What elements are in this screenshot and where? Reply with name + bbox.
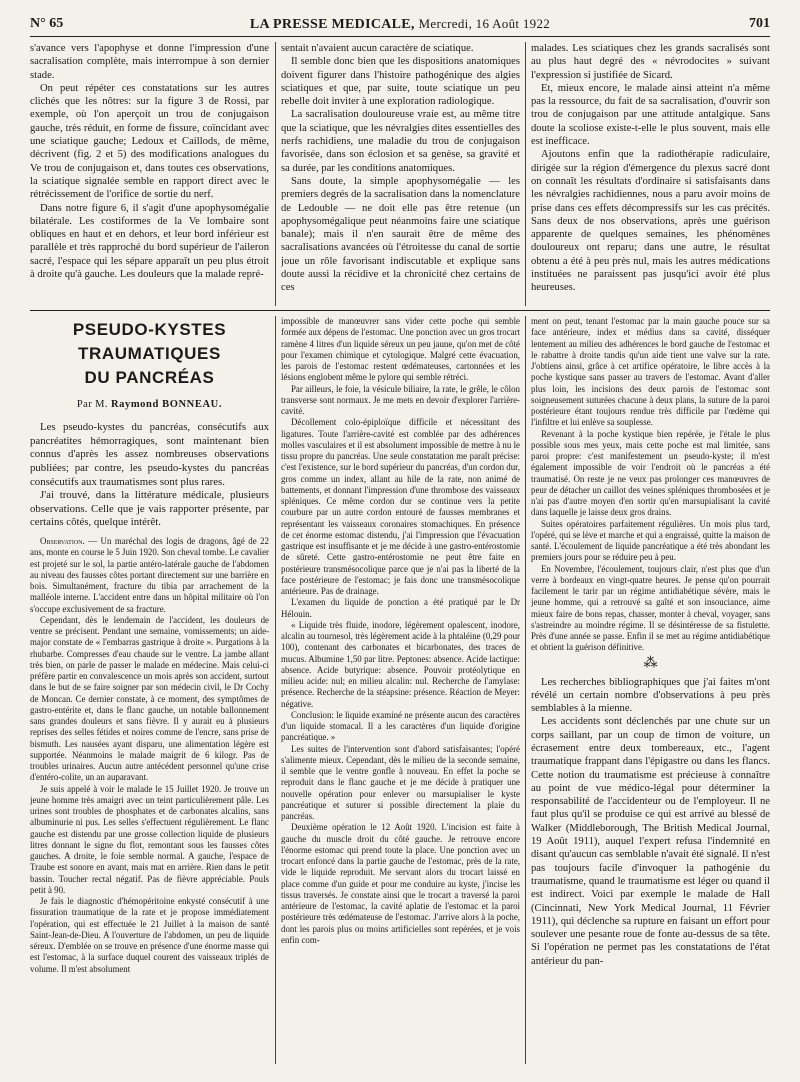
page-number: 701 bbox=[749, 16, 770, 31]
paragraph: Revenant à la poche kystique bien repérée, je l'étale le plus possible sous mes yeux, mais cette poche est mal limitée, sans paroi propre: c'est manifestement un pseudo-kyste; il m'est également impossible de voir l'endroit où le pancréas a été traumatisé. On reste je ne veux pas prolonger ces manœuvres de peur de détacher un caillot des veines spléniques thrombosées et je n'ai pas d'autre moyen d'en sortir qu'en marsupialisant la cavité dans laquelle je laisse deux gros drains. bbox=[531, 428, 770, 518]
observation-label: Observation. bbox=[40, 536, 85, 547]
issue-number: N° 65 bbox=[30, 16, 64, 31]
column-divider bbox=[525, 42, 526, 306]
section-separator: ⁂ bbox=[643, 655, 658, 671]
paragraph: La sacralisation douloureuse vraie est, au même titre que la sciatique, que les névralgies dites essentielles des nerfs rachidiens, une maladie du trou de conjugaison favorisée, dans son éclosion et sa genèse, sa gravité et sa durée, par les conditions anatomiques. bbox=[281, 109, 520, 174]
paragraph: Et, mieux encore, le malade ainsi atteint n'a même pas la ressource, du fait de sa sacralisation, d'ouvrir son trou de conjugaison par une attitude antalgique. Sans doute la scoliose existe-t-elle le plus souvent, mais elle est inefficace. bbox=[531, 82, 770, 148]
article-title-line-2: DU PANCRÉAS bbox=[84, 368, 215, 387]
author-name: Raymond BONNEAU. bbox=[110, 399, 223, 410]
article-column-2 bbox=[281, 316, 520, 1062]
article-title bbox=[30, 318, 269, 390]
top-column-1 bbox=[30, 42, 269, 304]
paragraph: Je fais le diagnostic d'hémopéritoine enkysté consécutif à une fissuration traumatique de la rate et je propose immédiatement l'opération, qui est effectuée le 21 Juillet à la maison de santé Saint-Jean-de-Dieu. A l'ouverture de l'abdomen, un peu de liquide séreux. D'emblée on se trouve en présence d'une énorme masse qui est l'estomac, à la surface duquel courent des vaisseaux triplés de volume. Il m'est absolument bbox=[30, 896, 269, 974]
paragraph: Les pseudo-kystes du pancréas, consécutifs aux pancréatites hémorragiques, sont maintenant bien connus d'après les assez nombreuses observations publiées; par contre, les pseudo-kystes du pancréas consécutifs aux traumatismes sont plus rares. bbox=[30, 421, 269, 488]
paragraph: J'ai trouvé, dans la littérature médicale, plusieurs observations. Celle que je vais rapporter présente, par certains côtés, quelque intérêt. bbox=[30, 489, 269, 529]
paragraph: Il semble donc bien que les dispositions anatomiques doivent figurer dans l'histoire pathogénique des algies sciatiques et que, par suite, toute sciatique un peu rebelle doit inviter à une exploration radiologique. bbox=[281, 56, 520, 108]
paragraph: Les accidents sont déclenchés par une chute sur un corps saillant, par un coup de timon de voiture, un écrasement entre deux tombereaux, etc., l'agent traumatique frappant dans l'épigastre ou dans les flancs. Cette notion du traumatisme est précieuse à connaître au point de vue médico-légal pour déterminer la responsabilité de l'accidenteur ou de l'employeur. Il ne faut plus qu'il se produise ce qui est arrivé au blessé de Walker (Middleborough, The British Medical Journal, 19 Août 1911), auquel l'expert refusa l'indemnité en disant qu'aucun cas semblable n'avait été signalé. Il n'est pas toujours facile d'invoquer la pathogénie du traumatisme, quand le traumatisme est léger ou quand il est indirect. Voici par exemple le malade de Hall (Cincinnati, New York Medical Journal, 11 Février 1911), qui déclenche sa rupture en faisant un effort pour soulever une pesante roue de fonte au-dessus de sa tête. Si l'opération ne permet pas les constatations de l'état antérieur du pan- bbox=[531, 716, 770, 967]
column-divider bbox=[275, 42, 276, 306]
article-title-line-1: PSEUDO-KYSTES TRAUMATIQUES bbox=[72, 320, 227, 363]
paragraph: Cependant, dès le lendemain de l'accident, les douleurs de ventre se précisent. Pendant une semaine, vomissements; un aide-major constate de « l'embarras gastrique à droite ». Purgations à la rhubarbe. Compresses d'eau chaude sur le ventre. La jambe allant très bien, on parle de passer le malade en médecine. Mais celui-ci préfère partir en convalescence un mois après son accident, surtout dans le but de se faire soigner par son médecin civil, le Dr Cochy de Moncan. Ce dernier constate, à ce moment, des symptômes de gastro-entérite et, dans le flanc gauche, un notable ballonnement sans grandes douleurs et sans fièvre. Il y aurait eu à plusieurs reprises des selles fétides et noires comme de l'encre, sans prise de bismuth. Les nausées ayant disparu, une alimentation légère est supportée. Néanmoins le malade maigrit de 6 kilogr. Pas de troubles urinaires. Aucun autre antécédent personnel qu'une crise d'entéro-colite, un an auparavant. bbox=[30, 614, 269, 783]
paragraph: Les recherches bibliographiques que j'ai faites m'ont révélé un certain nombre d'observations à peu près semblables à la mienne. bbox=[531, 676, 770, 715]
paragraph: ment on peut, tenant l'estomac par la main gauche pouce sur sa face antérieure, index et médius dans sa cavité, disséquer lentement au milieu des adhérences le bord gauche de l'estomac et le rabattre à droite tandis qu'un aide tient une valve sur la rate. J'obtiens ainsi, grâce à cet artifice opératoire, le libre accès à la poche kystique sans passer au travers de l'estomac. Avant d'aller plus loin, les incisions des deux parois de l'estomac sont soigneusement suturées chacune à deux plans, la suture de la paroi postérieure étant toujours rendue très difficile par l'œdème qui l'infiltre et lui enlève sa souplesse. bbox=[531, 316, 770, 428]
byline bbox=[30, 398, 269, 411]
paragraph: Par ailleurs, le foie, la vésicule biliaire, la rate, le grêle, le côlon transverse sont normaux. Je me mets en devoir d'explorer l'arrière-cavité. bbox=[281, 383, 520, 416]
observation-text bbox=[30, 536, 269, 975]
paragraph: Conclusion: le liquide examiné ne présente aucun des caractères d'un liquide stomacal. Il a les caractères d'un liquide d'origine pancréatique. » bbox=[281, 709, 520, 743]
paragraph: Sans doute, la simple apophysomégalie — les premiers degrés de la sacralisation dans la nomenclature de Ledouble — ne doit elle pas être retenue (un apophysomégalique peut néanmoins faire une sciatique banale); mais il n'en saurait être de même des sacralisations avancées où l'étroitesse du canal de sortie joue un rôle favorisant indiscutable et explique sans doute aussi la récidive et la chronicité chez certains de ces bbox=[281, 175, 520, 294]
header-rule bbox=[30, 36, 770, 37]
paragraph: On peut répéter ces constatations sur les autres clichés que les nôtres: sur la figure 3 de Rossi, par exemple, où l'on aperçoit un trou de conjugaison gauche, très réduit, en forme de fissure, coïncidant avec une sciatique gauche; Ledoux et Caillods, de même, décrivent (fig. 2 et 5) des modifications analogues du Ve trou de conjugaison et, dans toutes ces observations, la sciatique signalée semble en rapport direct avec le rétrécissement de l'orifice de sortie du nerf. bbox=[30, 82, 269, 201]
paragraph: L'examen du liquide de ponction a été pratiqué par le Dr Hélouin. bbox=[281, 597, 520, 619]
top-column-2 bbox=[281, 42, 520, 304]
column-divider bbox=[275, 316, 276, 1064]
top-column-3 bbox=[531, 42, 770, 304]
paragraph: s'avance vers l'apophyse et donne l'impression d'une sacralisation complète, mais interrompue à son dernier stade. bbox=[30, 43, 269, 81]
paragraph: Suites opératoires parfaitement régulières. Un mois plus tard, l'opéré, qui se lève et marche et qui a engraissé, quitte la maison de santé. L'écoulement de liquide pancréatique a été très abondant les premiers jours pour se réduire peu à peu. bbox=[531, 518, 770, 563]
observation-continued bbox=[531, 316, 770, 654]
section-rule bbox=[30, 310, 770, 311]
page-header bbox=[30, 16, 770, 36]
article-intro bbox=[30, 421, 269, 530]
observation-paragraph bbox=[30, 536, 269, 615]
observation-start: — Un maréchal des logis de dragons, âgé de 22 ans, monte en course le 5 Juin 1920. Son cheval tombe. Le cavalier est projeté sur le sol, la partie antéro-latérale gauche de l'abdomen au niveau des fausses côtes portant directement sur une barrière en bois. Simultanément, fracture du tibia par arrachement de la malléole interne. L'accident entre dans un hôpital militaire où l'on s'occupe exclusivement de sa fracture. bbox=[30, 536, 269, 614]
issue-date: Mercredi, 16 Août 1922 bbox=[418, 16, 551, 31]
paragraph: Je suis appelé à voir le malade le 15 Juillet 1920. Je trouve un jeune homme très amaigri avec un teint particulièrement pâle. Les urines sont troubles de phosphates et de carbonates alcalins, sans albuminurie ni pus. Les selles s'effectuent régulièrement. Le flanc gauche est distendu par une grosse collection liquide de plusieurs litres donnant le signe du flot, remontant sous les fausses côtes gauches. A droite, le foie semble normal. A gauche, l'espace de Traube est sonore en avant, mais mat en arrière. Rien dans le petit bassin. Toucher rectal négatif. Pas de fièvre appréciable. Pouls petit à 90. bbox=[30, 783, 269, 895]
paragraph: Dans notre figure 6, il s'agit d'une apophysomégalie bilatérale. Les costiformes de la Ve lombaire sont obliques en haut et en dehors, et leur bord inférieur est parallèle et très rapproché du bord supérieur de l'aileron sacré, l'espace qui les sépare apparaît un peu plus étroit à droite qu'à gauche. Les douleurs que la malade repré- bbox=[30, 202, 269, 281]
journal-name: LA PRESSE MEDICALE, bbox=[249, 17, 415, 32]
column-divider bbox=[525, 316, 526, 1064]
paragraph: Décollement colo-épiploïque difficile et nécessitant des ligatures. Toute l'arrière-cavité est comblée par des adhérences molles vasculaires et il est absolument impossible de mettre à nu le tissu propre du pancréas. Une seule constatation me paraît précise: c'est l'existence, sur le bord supérieur du pancréas, d'un cordon dur, gros comme un index, allant au hile de la rate, non animé de battements, et donnant l'impression d'une thrombose des vaisseaux spléniques. Ce même cordon dur se continue vers la petite courbure par un autre cordon entouré de fausses membranes et représentant les vaisseaux coronaires stomachiques. En présence de cet énorme estomac distendu, j'ai l'impression que l'évacuation gastrique est insuffisante et je me décide à une gastro-entérostomie de sûreté. Cette gastro-entérostomie ne peut être faite en postérieure transmésocolique parce que je n'ai pas la liberté de la face postérieure de l'estomac; je fais donc une transmésocolique antérieure. Pas de drainage. bbox=[281, 417, 520, 596]
paragraph: Les suites de l'intervention sont d'abord satisfaisantes; l'opéré s'alimente mieux. Cependant, dès le milieu de la seconde semaine, il semble que le ventre gonfle à nouveau. En effet la poche se reproduit dans le flanc gauche et je me décide à pratiquer une nouvelle opération pour enlever ou marsupialiser le kyste pancréatique et suturer si possible directement la plaie du pancréas. bbox=[281, 743, 520, 821]
article-column-1 bbox=[30, 316, 269, 1062]
paragraph: Ajoutons enfin que la radiothérapie radiculaire, dirigée sur la région d'émergence du plexus sacré dont on connaît les résultats d'ordinaire si satisfaisants dans les névralgies rachidiennes, nous a paru avoir moins de prise dans ces effets décompressifs sur les cas précités. Sans deux de nos observations, après une guérison apparente de quelques semaines, les phénomènes douloureux ont reparu; dans une autre, le résultat obtenu a été à peu près nul, mais les autres médications instituées ne paraissent pas jusqu'ici avoir été plus heureuses. bbox=[531, 149, 770, 294]
journal-title bbox=[30, 16, 770, 33]
paragraph: malades. Les sciatiques chez les grands sacralisés sont au plus haut degré des « névrodocites » suivant l'expression si justifiée de Sicard. bbox=[531, 43, 770, 81]
paragraph: sentait n'avaient aucun caractère de sciatique. bbox=[281, 43, 474, 54]
paragraph: impossible de manœuvrer sans vider cette poche qui semble formée aux dépens de l'estomac. Une ponction avec un gros trocart ramène 4 litres d'un liquide séreux un peu jaune, qu'on met de côté pour l'examen chimique et cytologique. Malgré cette évacuation, les parois de l'estomac restent œdémateuses, cartonnées et les lésions englobent même le pylore qui semble rétréci. bbox=[281, 316, 520, 383]
paragraph: « Liquide très fluide, inodore, légèrement opalescent, inodore, alcalin au tournesol, très légèrement acide à la phtaléine (0,29 pour 100), contenant des carbonates et bicarbonates, des traces de mucus. Albumine 1,50 par litre. Peptones: absence. Acide lactique: absence. Acide butyrique: absence. Pouvoir protéolytique en milieu acide: nul; en milieu alcalin: nul. Recherche de l'amylase: présence. Recherche de la stéapsine: présence. Réaction de Meyer: négative. bbox=[281, 619, 520, 709]
article-column-3 bbox=[531, 316, 770, 1062]
byline-prefix: Par M. bbox=[76, 399, 108, 410]
paragraph: En Novembre, l'écoulement, toujours clair, n'est plus que d'un verre à bordeaux en vingt-quatre heures. Je pense qu'on pourrait facilement le tarir par un régime antidiabétique sévère, mais le jeune homme, qui a retrouvé sa gaîté et son insouciance, aime mieux faire de bons repas, chasser, monter à cheval, voyager, sans s'astreindre au moindre régime. Il se désintéresse de sa fistulette. Près d'une année se passe. Enfin il se met au régime antidiabétique et obtient la guérison définitive. bbox=[531, 563, 770, 653]
paragraph: Deuxième opération le 12 Août 1920. L'incision est faite à gauche du muscle droit du côté gauche. Je retrouve encore l'énorme estomac qui prend toute la place. Une ponction avec un trocart enfoncé dans la partie gauche de l'estomac, près de la rate, vide le liquide reproduit. Me servant alors du trocart laissé en place comme d'un guide et pour me conduire au kyste, j'incise les tissus traversés. Je constate ainsi que le trocart a traversé la paroi antérieure de l'estomac, la cavité aplatie de l'estomac et la paroi postérieure très œdémateuse de l'estomac. J'arrive alors à la poche, dont les parois plus ou moins artificielles sont repérées, et je vois enfin com- bbox=[281, 822, 520, 945]
